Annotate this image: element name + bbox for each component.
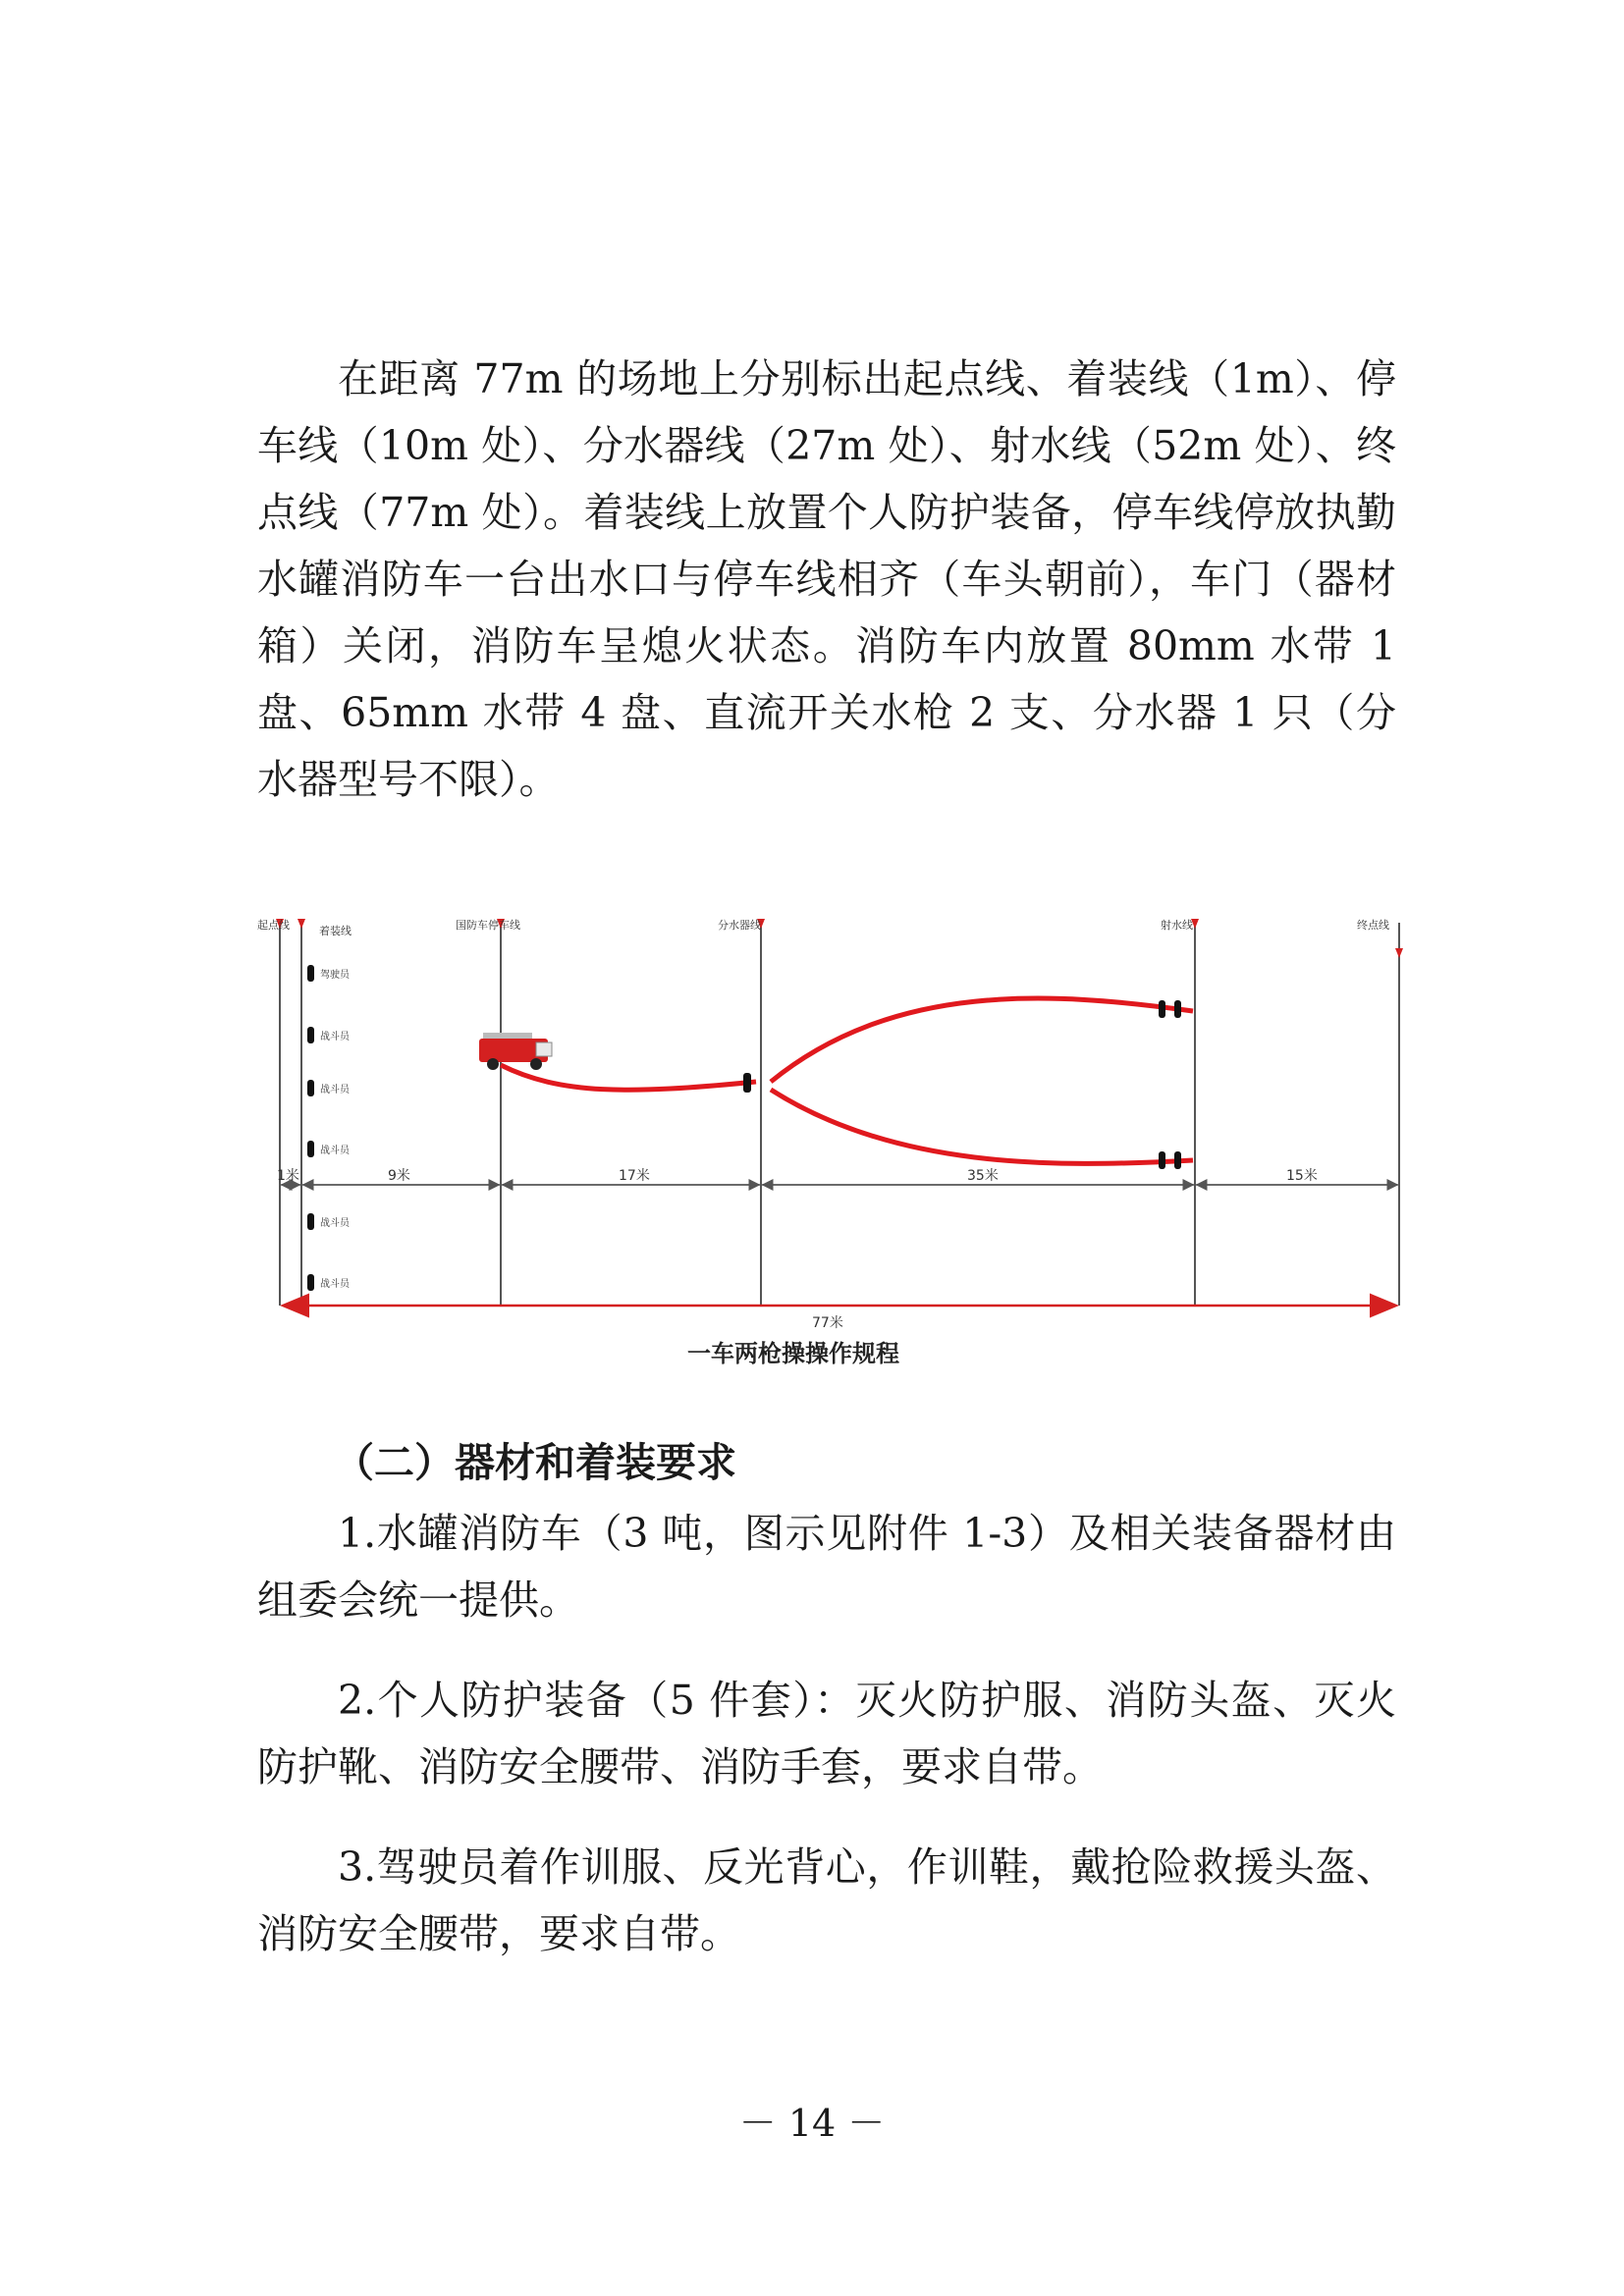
line-label-parking: 国防车停车线	[456, 919, 520, 932]
crew-marker-4	[307, 1141, 351, 1157]
fire-truck-icon	[479, 1033, 552, 1070]
seg-label-9m: 9米	[388, 1168, 410, 1184]
drill-layout-figure	[206, 874, 1424, 1404]
svg-text:战斗员: 战斗员	[320, 1218, 350, 1229]
page-number: － 14 －	[738, 2102, 886, 2145]
figure-caption: 一车两枪操操作规程	[687, 1340, 899, 1367]
svg-text:驾驶员: 驾驶员	[320, 970, 350, 981]
hose-upper	[771, 998, 1193, 1082]
crew-marker-5	[307, 1213, 351, 1230]
crew-marker-1	[307, 965, 351, 982]
line-label-end: 终点线	[1357, 919, 1389, 932]
crew-marker-3	[307, 1080, 351, 1096]
crew-marker-2	[307, 1027, 351, 1043]
divider-crew	[743, 1073, 751, 1093]
svg-text:战斗员: 战斗员	[320, 1032, 350, 1042]
svg-text:战斗员: 战斗员	[320, 1085, 350, 1095]
line-label-start: 起点线	[257, 919, 290, 932]
requirement-item-3: 3.驾驶员着作训服、反光背心，作训鞋，戴抢险救援头盔、消防安全腰带，要求自带。	[257, 1843, 1396, 1957]
section-heading: （二）器材和着装要求	[334, 1439, 736, 1486]
svg-text:战斗员: 战斗员	[320, 1146, 350, 1156]
seg-label-15m: 15米	[1286, 1168, 1318, 1184]
drill-layout-diagram	[206, 874, 1424, 1404]
line-label-spray: 射水线	[1161, 919, 1193, 932]
seg-label-1m: 1米	[277, 1168, 299, 1184]
svg-text:战斗员: 战斗员	[320, 1279, 350, 1290]
seg-label-17m: 17米	[619, 1168, 650, 1184]
requirement-item-1: 1.水罐消防车（3 吨，图示见附件 1-3）及相关装备器材由组委会统一提供。	[257, 1510, 1396, 1624]
seg-label-35m: 35米	[967, 1168, 999, 1184]
hose-lower	[771, 1090, 1193, 1163]
intro-paragraph: 在距离 77m 的场地上分别标出起点线、着装线（1m）、停车线（10m 处）、分水器线（27m 处）、射水线（52m 处）、终点线（77m 处）。着装线上放置个人防护装备，停车线停放执勤水罐消防车一台出水口与停车线相齐（车头朝前），车门（器材箱）关闭，消防车呈熄火状态。消防车内放置 80mm 水带 1 盘、65mm 水带 4 盘、直流开关水枪 2 支、分水器 1 只（分水器型号不限）。	[257, 355, 1396, 803]
crew-marker-6	[307, 1274, 351, 1291]
line-label-dressing: 着装线	[319, 925, 352, 937]
line-label-divider: 分水器线	[718, 919, 761, 932]
requirement-item-2: 2.个人防护装备（5 件套）：灭火防护服、消防头盔、灭火防护靴、消防安全腰带、消防手套，要求自带。	[257, 1677, 1396, 1790]
total-distance-label: 77米	[812, 1315, 843, 1331]
